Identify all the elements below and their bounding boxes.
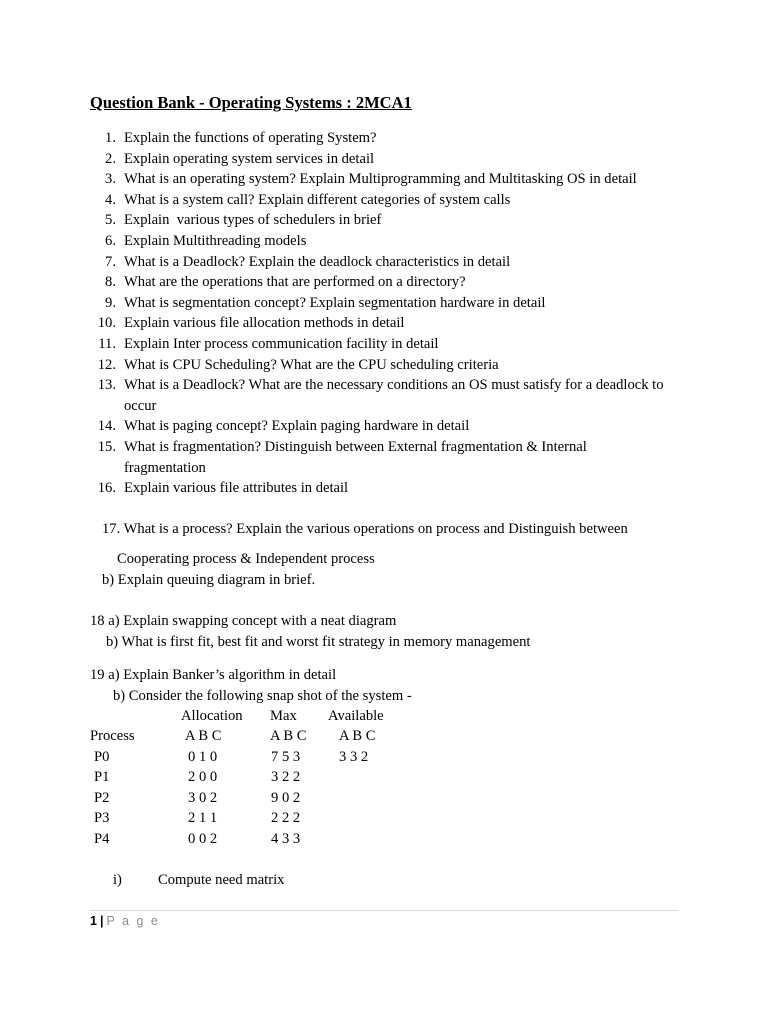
table-row-max: 2 2 2: [271, 810, 301, 826]
question-17-line-3: b) Explain queuing diagram in brief.: [102, 572, 316, 588]
question-number: 10.: [97, 315, 116, 332]
question-text: What is a system call? Explain different categories of system calls: [124, 191, 511, 208]
list-item: [90, 293, 680, 314]
question-number: 7.: [105, 253, 116, 270]
table-row-max: 7 5 3: [271, 749, 301, 765]
question-list: [90, 128, 680, 499]
question-number: 6.: [105, 232, 116, 249]
list-item: [90, 128, 680, 149]
question-number: 15.: [97, 438, 116, 455]
page-number: 1: [90, 914, 97, 928]
question-text: What is a Deadlock? Explain the deadlock characteristics in detail: [124, 253, 511, 270]
sub-item-text: Compute need matrix: [158, 872, 285, 888]
list-item: [90, 210, 680, 231]
question-number: 11.: [98, 335, 116, 352]
question-number: 8.: [105, 274, 116, 291]
list-item: [90, 375, 680, 416]
question-number: 12.: [97, 356, 116, 373]
question-text: What is CPU Scheduling? What are the CPU scheduling criteria: [124, 356, 499, 373]
list-item: [90, 149, 680, 170]
list-item: [90, 437, 644, 478]
question-text: What is fragmentation? Distinguish between External fragmentation & Internal fragmentation: [124, 438, 587, 476]
question-17-line-2: Cooperating process & Independent process: [117, 551, 375, 567]
table-row-max: 4 3 3: [271, 831, 301, 847]
table-row-process: P4: [94, 831, 110, 847]
question-text: What are the operations that are performed on a directory?: [124, 274, 466, 291]
question-text: Explain Inter process communication facility in detail: [124, 335, 439, 352]
question-number: 14.: [97, 418, 116, 435]
question-text: Explain operating system services in detail: [124, 150, 375, 167]
question-number: 5.: [105, 212, 116, 229]
question-number: 3.: [105, 171, 116, 188]
question-number: 16.: [97, 480, 116, 497]
list-item: [90, 334, 680, 355]
allocation-subheader: A B C: [185, 728, 222, 744]
question-number: 2.: [105, 150, 116, 167]
list-item: [90, 190, 680, 211]
list-item: [90, 252, 680, 273]
table-row-max: 9 0 2: [271, 790, 301, 806]
question-number: 13.: [97, 377, 116, 394]
question-number: 4.: [105, 191, 116, 208]
question-text: What is segmentation concept? Explain segmentation hardware in detail: [124, 294, 546, 311]
question-18-line-1: 18 a) Explain swapping concept with a neat diagram: [90, 613, 397, 629]
table-row-allocation: 2 1 1: [188, 810, 218, 826]
list-item: [90, 355, 680, 376]
table-row-process: P0: [94, 749, 110, 765]
table-row-allocation: 2 0 0: [188, 769, 218, 785]
table-row-available: 3 3 2: [339, 749, 369, 765]
question-text: What is paging concept? Explain paging hardware in detail: [124, 418, 470, 435]
allocation-header: Allocation: [181, 708, 243, 724]
table-row-allocation: 0 0 2: [188, 831, 218, 847]
sub-item-number: i): [113, 872, 122, 888]
list-item: [90, 272, 680, 293]
list-item: [90, 313, 680, 334]
max-subheader: A B C: [270, 728, 307, 744]
question-18-line-2: b) What is first fit, best fit and worst fit strategy in memory management: [106, 634, 531, 650]
question-text: Explain Multithreading models: [124, 232, 307, 249]
question-text: What is an operating system? Explain Multiprogramming and Multitasking OS in detail: [124, 171, 637, 188]
question-17-line-1: 17. What is a process? Explain the various operations on process and Distinguish between: [102, 521, 628, 537]
table-row-process: P1: [94, 769, 110, 785]
list-item: [90, 416, 680, 437]
question-text: Explain the functions of operating System?: [124, 130, 377, 146]
available-header: Available: [328, 708, 384, 724]
max-header: Max: [270, 708, 297, 724]
table-row-process: P3: [94, 810, 110, 826]
question-text: Explain various file attributes in detail: [124, 480, 349, 497]
page-footer: [90, 912, 160, 930]
question-number: 9.: [105, 294, 116, 311]
question-text: Explain various file allocation methods in detail: [124, 315, 405, 332]
question-text: What is a Deadlock? What are the necessary conditions an OS must satisfy for a deadlock to occur: [124, 377, 664, 414]
footer-separator: |: [99, 914, 104, 928]
list-item: [90, 478, 680, 499]
document-title: Question Bank - Operating Systems : 2MCA1: [90, 93, 412, 112]
list-item: [90, 169, 680, 190]
available-subheader: A B C: [339, 728, 376, 744]
table-row-process: P2: [94, 790, 110, 806]
process-header: Process: [90, 728, 135, 744]
page-label: P a g e: [106, 914, 160, 928]
table-row-max: 3 2 2: [271, 769, 301, 785]
question-19-line-1: 19 a) Explain Banker’s algorithm in detail: [90, 667, 337, 683]
question-number: 1.: [105, 130, 116, 146]
question-text: Explain various types of schedulers in brief: [124, 212, 382, 229]
table-row-allocation: 0 1 0: [188, 749, 218, 765]
list-item: [90, 231, 680, 252]
table-row-allocation: 3 0 2: [188, 790, 218, 806]
question-19-line-2: b) Consider the following snap shot of the system -: [113, 688, 412, 704]
footer-divider: [90, 910, 678, 911]
